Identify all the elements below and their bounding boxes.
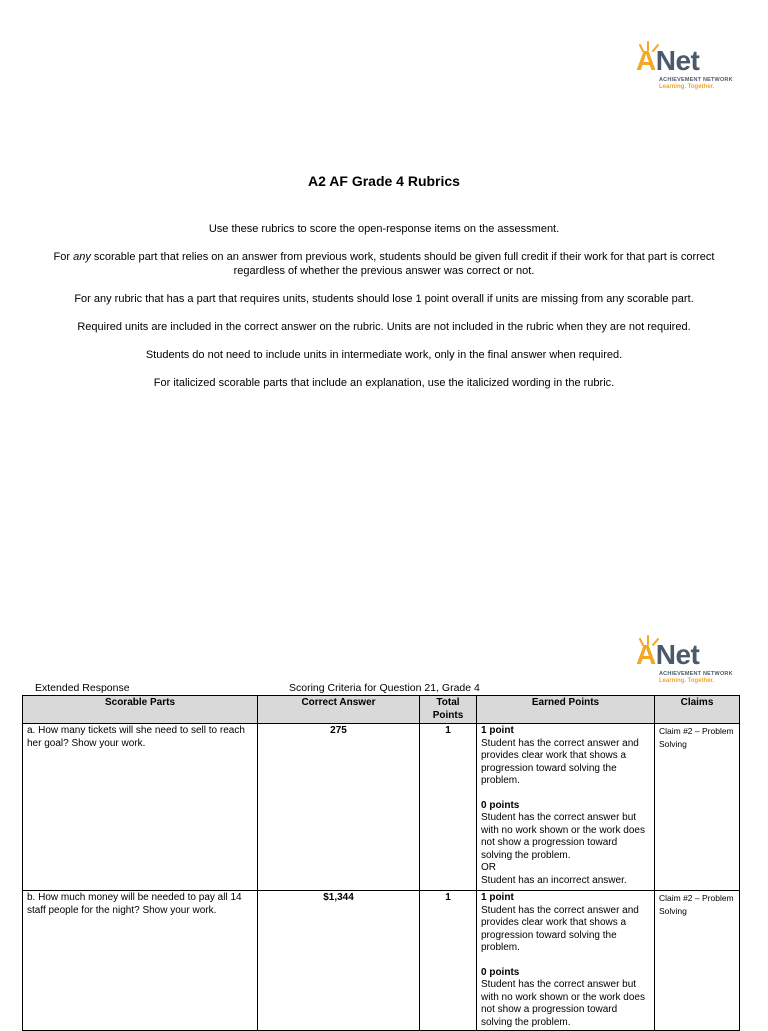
logo-letter-a: A xyxy=(636,45,656,76)
page-title: A2 AF Grade 4 Rubrics xyxy=(308,173,460,189)
scoring-criteria-label: Scoring Criteria for Question 21, Grade 4 xyxy=(289,682,480,694)
zero-points-description: Student has the correct answer but with no work shown or the work does not show a progression toward solving the problem. xyxy=(481,979,645,1028)
logo-wordmark xyxy=(636,640,699,670)
header-correct-answer: Correct Answer xyxy=(258,696,420,724)
table-row xyxy=(23,724,740,891)
zero-points-alternative: Student has an incorrect answer. xyxy=(481,874,627,886)
correct-answer-b: $1,344 xyxy=(258,891,420,1031)
earned-points-b xyxy=(477,891,655,1031)
anet-logo-2 xyxy=(636,634,746,690)
header-earned-points: Earned Points xyxy=(477,696,655,724)
intro-line-6: For italicized scorable parts that include an explanation, use the italicized wording in the rubric. xyxy=(153,377,615,389)
one-point-title: 1 point xyxy=(481,892,514,903)
claim-b: Claim #2 – Problem Solving xyxy=(655,891,740,1031)
total-points-b: 1 xyxy=(420,891,477,1031)
correct-answer-a: 275 xyxy=(258,724,420,891)
scorable-part-a: a. How many tickets will she need to sell to reach her goal? Show your work. xyxy=(23,724,258,891)
table-row xyxy=(23,891,740,1031)
zero-points-title: 0 points xyxy=(481,799,520,811)
intro-line-1: Use these rubrics to score the open-response items on the assessment. xyxy=(208,223,560,235)
rubric-table xyxy=(22,695,740,1031)
zero-points-title: 0 points xyxy=(481,966,520,978)
one-point-description: Student has the correct answer and provides clear work that shows a progression toward solving the problem. xyxy=(481,737,639,786)
table-header-row xyxy=(23,696,740,724)
header-total-points: Total Points xyxy=(420,696,477,724)
one-point-title: 1 point xyxy=(481,725,514,736)
logo-wordmark xyxy=(636,46,699,76)
header-claims: Claims xyxy=(655,696,740,724)
total-points-a: 1 xyxy=(420,724,477,891)
intro-line-2: For any scorable part that relies on an answer from previous work, students should be given full credit if their work for that part is correct regardless of whether the previous answer was correct or not. xyxy=(53,251,715,277)
header-scorable-parts: Scorable Parts xyxy=(23,696,258,724)
intro-line-3: For any rubric that has a part that requires units, students should lose 1 point overall if units are missing from any scorable part. xyxy=(74,293,694,305)
one-point-description: Student has the correct answer and provides clear work that shows a progression toward solving the problem. xyxy=(481,904,639,953)
claim-a: Claim #2 – Problem Solving xyxy=(655,724,740,891)
intro-instructions xyxy=(32,222,736,404)
intro-line-5: Students do not need to include units in intermediate work, only in the final answer when required. xyxy=(145,349,623,361)
logo-tagline-network: ACHIEVEMENT NETWORK xyxy=(659,671,733,677)
response-type-label: Extended Response xyxy=(35,682,130,694)
logo-tagline-learning: Learning. Together. xyxy=(659,678,715,684)
scorable-part-b: b. How much money will be needed to pay all 14 staff people for the night? Show your work. xyxy=(23,891,258,1031)
logo-letters-net: Net xyxy=(655,45,700,76)
zero-points-description: Student has the correct answer but with no work shown or the work does not show a progression toward solving the problem. xyxy=(481,812,645,861)
logo-tagline-learning: Learning. Together. xyxy=(659,84,715,90)
zero-points-or: OR xyxy=(481,862,496,873)
logo-letters-net: Net xyxy=(655,639,700,670)
logo-letter-a: A xyxy=(636,639,656,670)
intro-line-4: Required units are included in the correct answer on the rubric. Units are not included in the rubric when they are not required. xyxy=(77,321,691,333)
anet-logo xyxy=(636,40,746,96)
logo-tagline-network: ACHIEVEMENT NETWORK xyxy=(659,77,733,83)
earned-points-a xyxy=(477,724,655,891)
